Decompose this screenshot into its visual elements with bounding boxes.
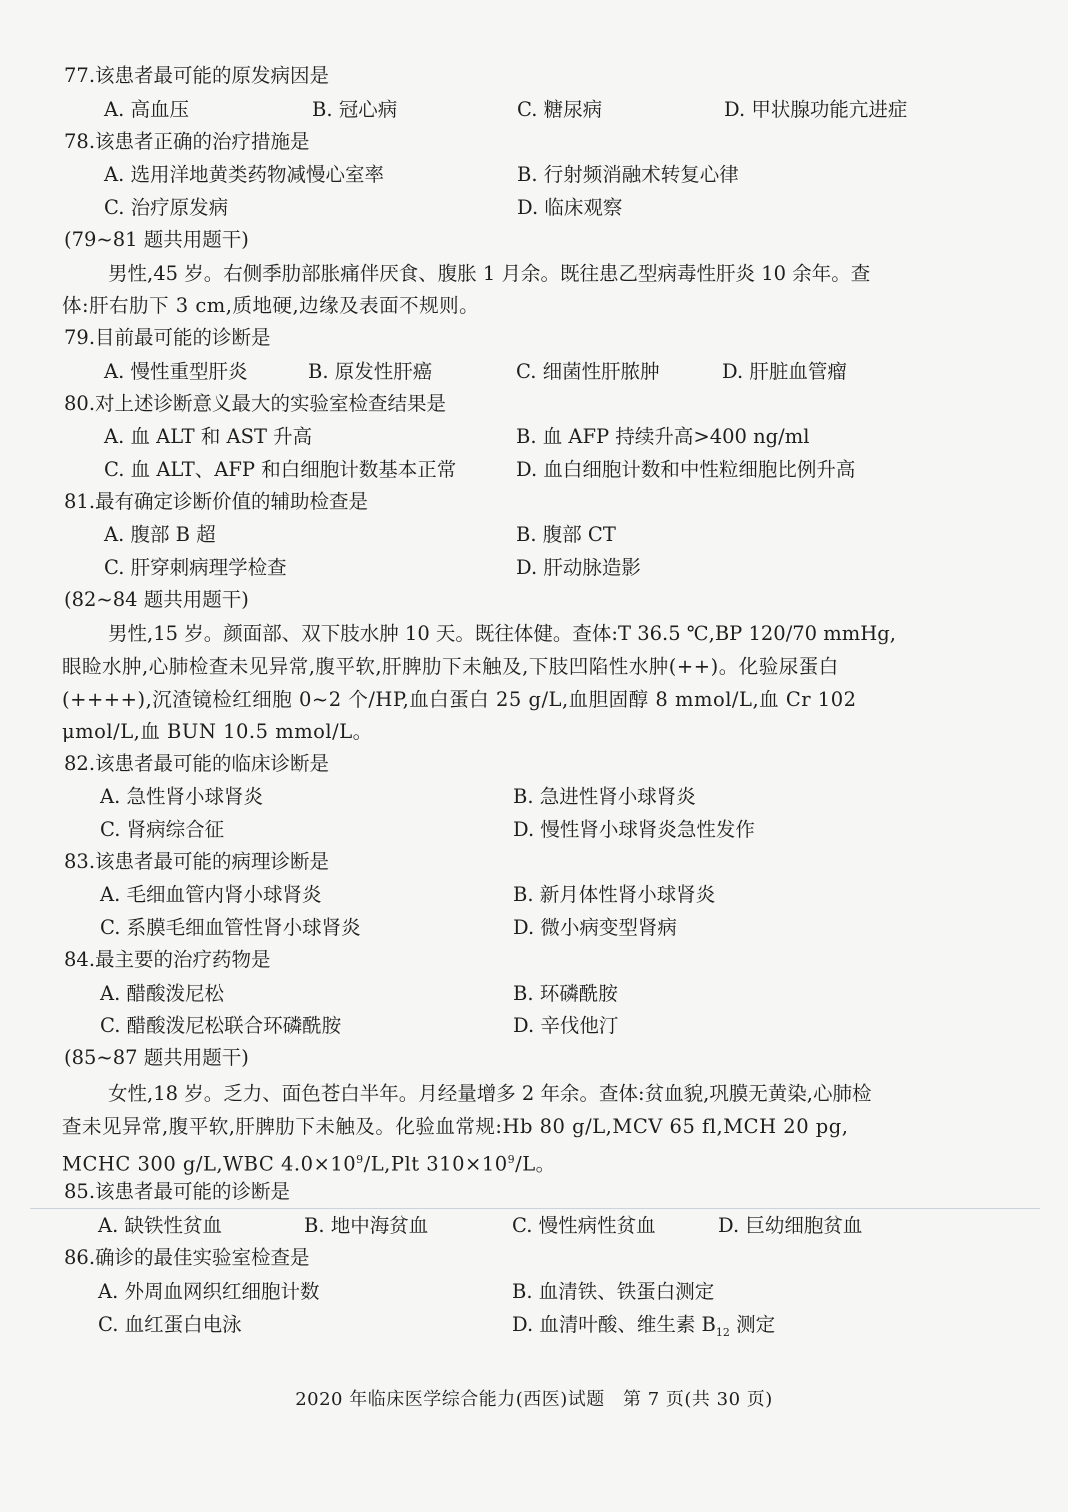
options-row (0, 978, 1068, 1010)
question-stem: 85.该患者最可能的诊断是 (64, 1180, 291, 1203)
option-c: C. 治疗原发病 (104, 196, 229, 219)
options-row (0, 879, 1068, 911)
option-c: C. 肾病综合征 (100, 818, 225, 841)
option-a: A. 腹部 B 超 (104, 523, 216, 546)
options-row (0, 454, 1068, 486)
question-stem: 79.目前最可能的诊断是 (64, 326, 271, 349)
options-row (0, 519, 1068, 551)
options-row (0, 1276, 1068, 1308)
option-d: D. 甲状腺功能亢进症 (724, 98, 908, 121)
options-row (0, 421, 1068, 453)
question-stem: 83.该患者最可能的病理诊断是 (64, 850, 330, 873)
case-text: 男性,45 岁。右侧季肋部胀痛伴厌食、腹胀 1 月余。既往患乙型病毒性肝炎 10 余年。查 (108, 262, 871, 285)
question-77 (0, 60, 1068, 92)
question-stem: 80.对上述诊断意义最大的实验室检查结果是 (64, 392, 447, 415)
option-d: D. 临床观察 (517, 196, 623, 219)
question-84 (0, 944, 1068, 976)
question-85 (0, 1176, 1068, 1208)
option-d: D. 辛伐他汀 (513, 1014, 619, 1037)
group-header: (85~87 题共用题干) (64, 1046, 249, 1069)
question-78 (0, 126, 1068, 158)
question-82 (0, 748, 1068, 780)
option-a: A. 急性肾小球肾炎 (100, 785, 263, 808)
case-text: 眼睑水肿,心肺检查未见异常,腹平软,肝脾肋下未触及,下肢凹陷性水肿(++)。化验尿蛋白 (62, 655, 839, 678)
option-b: B. 血 AFP 持续升高>400 ng/ml (516, 425, 810, 448)
options-row (0, 1309, 1068, 1341)
option-c: C. 糖尿病 (517, 98, 603, 121)
option-b: B. 原发性肝癌 (308, 360, 433, 383)
case-text: μmol/L,血 BUN 10.5 mmol/L。 (62, 720, 373, 743)
option-c: C. 醋酸泼尼松联合环磷酰胺 (100, 1014, 342, 1037)
option-d: D. 血白细胞计数和中性粒细胞比例升高 (516, 458, 856, 481)
question-81 (0, 486, 1068, 518)
option-a: A. 醋酸泼尼松 (100, 982, 224, 1005)
option-b: B. 急进性肾小球肾炎 (513, 785, 696, 808)
option-b: B. 环磷酰胺 (513, 982, 618, 1005)
option-a: A. 缺铁性贫血 (98, 1214, 222, 1237)
question-stem: 81.最有确定诊断价值的辅助检查是 (64, 490, 369, 513)
group-header: (82~84 题共用题干) (64, 588, 249, 611)
options-row (0, 159, 1068, 191)
option-a: A. 慢性重型肝炎 (104, 360, 248, 383)
option-d: D. 肝脏血管瘤 (722, 360, 847, 383)
question-stem: 86.确诊的最佳实验室检查是 (64, 1246, 310, 1269)
options-row (0, 814, 1068, 846)
option-a: A. 血 ALT 和 AST 升高 (104, 425, 313, 448)
case-text: (++++),沉渣镜检红细胞 0~2 个/HP,血白蛋白 25 g/L,血胆固醇 8 mmol/L,血 Cr 102 (62, 688, 857, 711)
question-83 (0, 846, 1068, 878)
case-text: 女性,18 岁。乏力、面色苍白半年。月经量增多 2 年余。查体:贫血貌,巩膜无黄染,心肺检 (108, 1082, 872, 1105)
question-80 (0, 388, 1068, 420)
question-stem: 77.该患者最可能的原发病因是 (64, 64, 330, 87)
option-a: A. 选用洋地黄类药物减慢心室率 (104, 163, 384, 186)
options-row (0, 781, 1068, 813)
options-row (0, 192, 1068, 224)
question-stem: 78.该患者正确的治疗措施是 (64, 130, 310, 153)
option-d: D. 血清叶酸、维生素 $B_{12}$ 测定 (512, 1313, 776, 1339)
options-row (0, 1210, 1068, 1242)
question-stem: 84.最主要的治疗药物是 (64, 948, 271, 971)
scan-divider-line (30, 1208, 1040, 1209)
options-row (0, 356, 1068, 388)
exam-title: 2020 年临床医学综合能力(西医)试题 (295, 1389, 605, 1410)
group-header: (79~81 题共用题干) (64, 228, 249, 251)
option-a: A. 外周血网织红细胞计数 (98, 1280, 320, 1303)
case-text: 查未见异常,腹平软,肝脾肋下未触及。化验血常规:Hb 80 g/L,MCV 65 fl,MCH 20 pg, (62, 1115, 849, 1138)
question-86 (0, 1242, 1068, 1274)
option-d: D. 肝动脉造影 (516, 556, 641, 579)
options-row (0, 1010, 1068, 1042)
question-stem: 82.该患者最可能的临床诊断是 (64, 752, 330, 775)
option-b: B. 腹部 CT (516, 523, 616, 546)
options-row (0, 552, 1068, 584)
option-b: B. 冠心病 (312, 98, 398, 121)
option-b: B. 行射频消融术转复心律 (517, 163, 739, 186)
option-b: B. 地中海贫血 (304, 1214, 429, 1237)
options-row (0, 912, 1068, 944)
options-row (0, 94, 1068, 126)
question-79 (0, 322, 1068, 354)
option-d: D. 慢性肾小球肾炎急性发作 (513, 818, 755, 841)
option-a: A. 毛细血管内肾小球肾炎 (100, 883, 322, 906)
option-c: C. 细菌性肝脓肿 (516, 360, 660, 383)
option-d: D. 微小病变型肾病 (513, 916, 677, 939)
option-b: B. 新月体性肾小球肾炎 (513, 883, 716, 906)
option-c: C. 血 ALT、AFP 和白细胞计数基本正常 (104, 458, 457, 481)
page-footer (0, 1386, 1068, 1414)
option-c: C. 肝穿刺病理学检查 (104, 556, 287, 579)
option-b: B. 血清铁、铁蛋白测定 (512, 1280, 715, 1303)
option-d: D. 巨幼细胞贫血 (718, 1214, 863, 1237)
option-c: C. 慢性病性贫血 (512, 1214, 656, 1237)
case-text: 体:肝右肋下 3 cm,质地硬,边缘及表面不规则。 (62, 294, 480, 317)
case-text: MCHC 300 g/L,WBC $4.0\times 10^9/L,Plt$ $310\times 10^9/L$。 (62, 1152, 556, 1176)
option-a: A. 高血压 (104, 98, 189, 121)
page-number: 第 7 页(共 30 页) (623, 1389, 773, 1410)
case-text: 男性,15 岁。颜面部、双下肢水肿 10 天。既往体健。查体:T 36.5 ℃,BP 120/70 mmHg, (108, 622, 896, 645)
option-c: C. 血红蛋白电泳 (98, 1313, 242, 1336)
option-c: C. 系膜毛细血管性肾小球肾炎 (100, 916, 361, 939)
